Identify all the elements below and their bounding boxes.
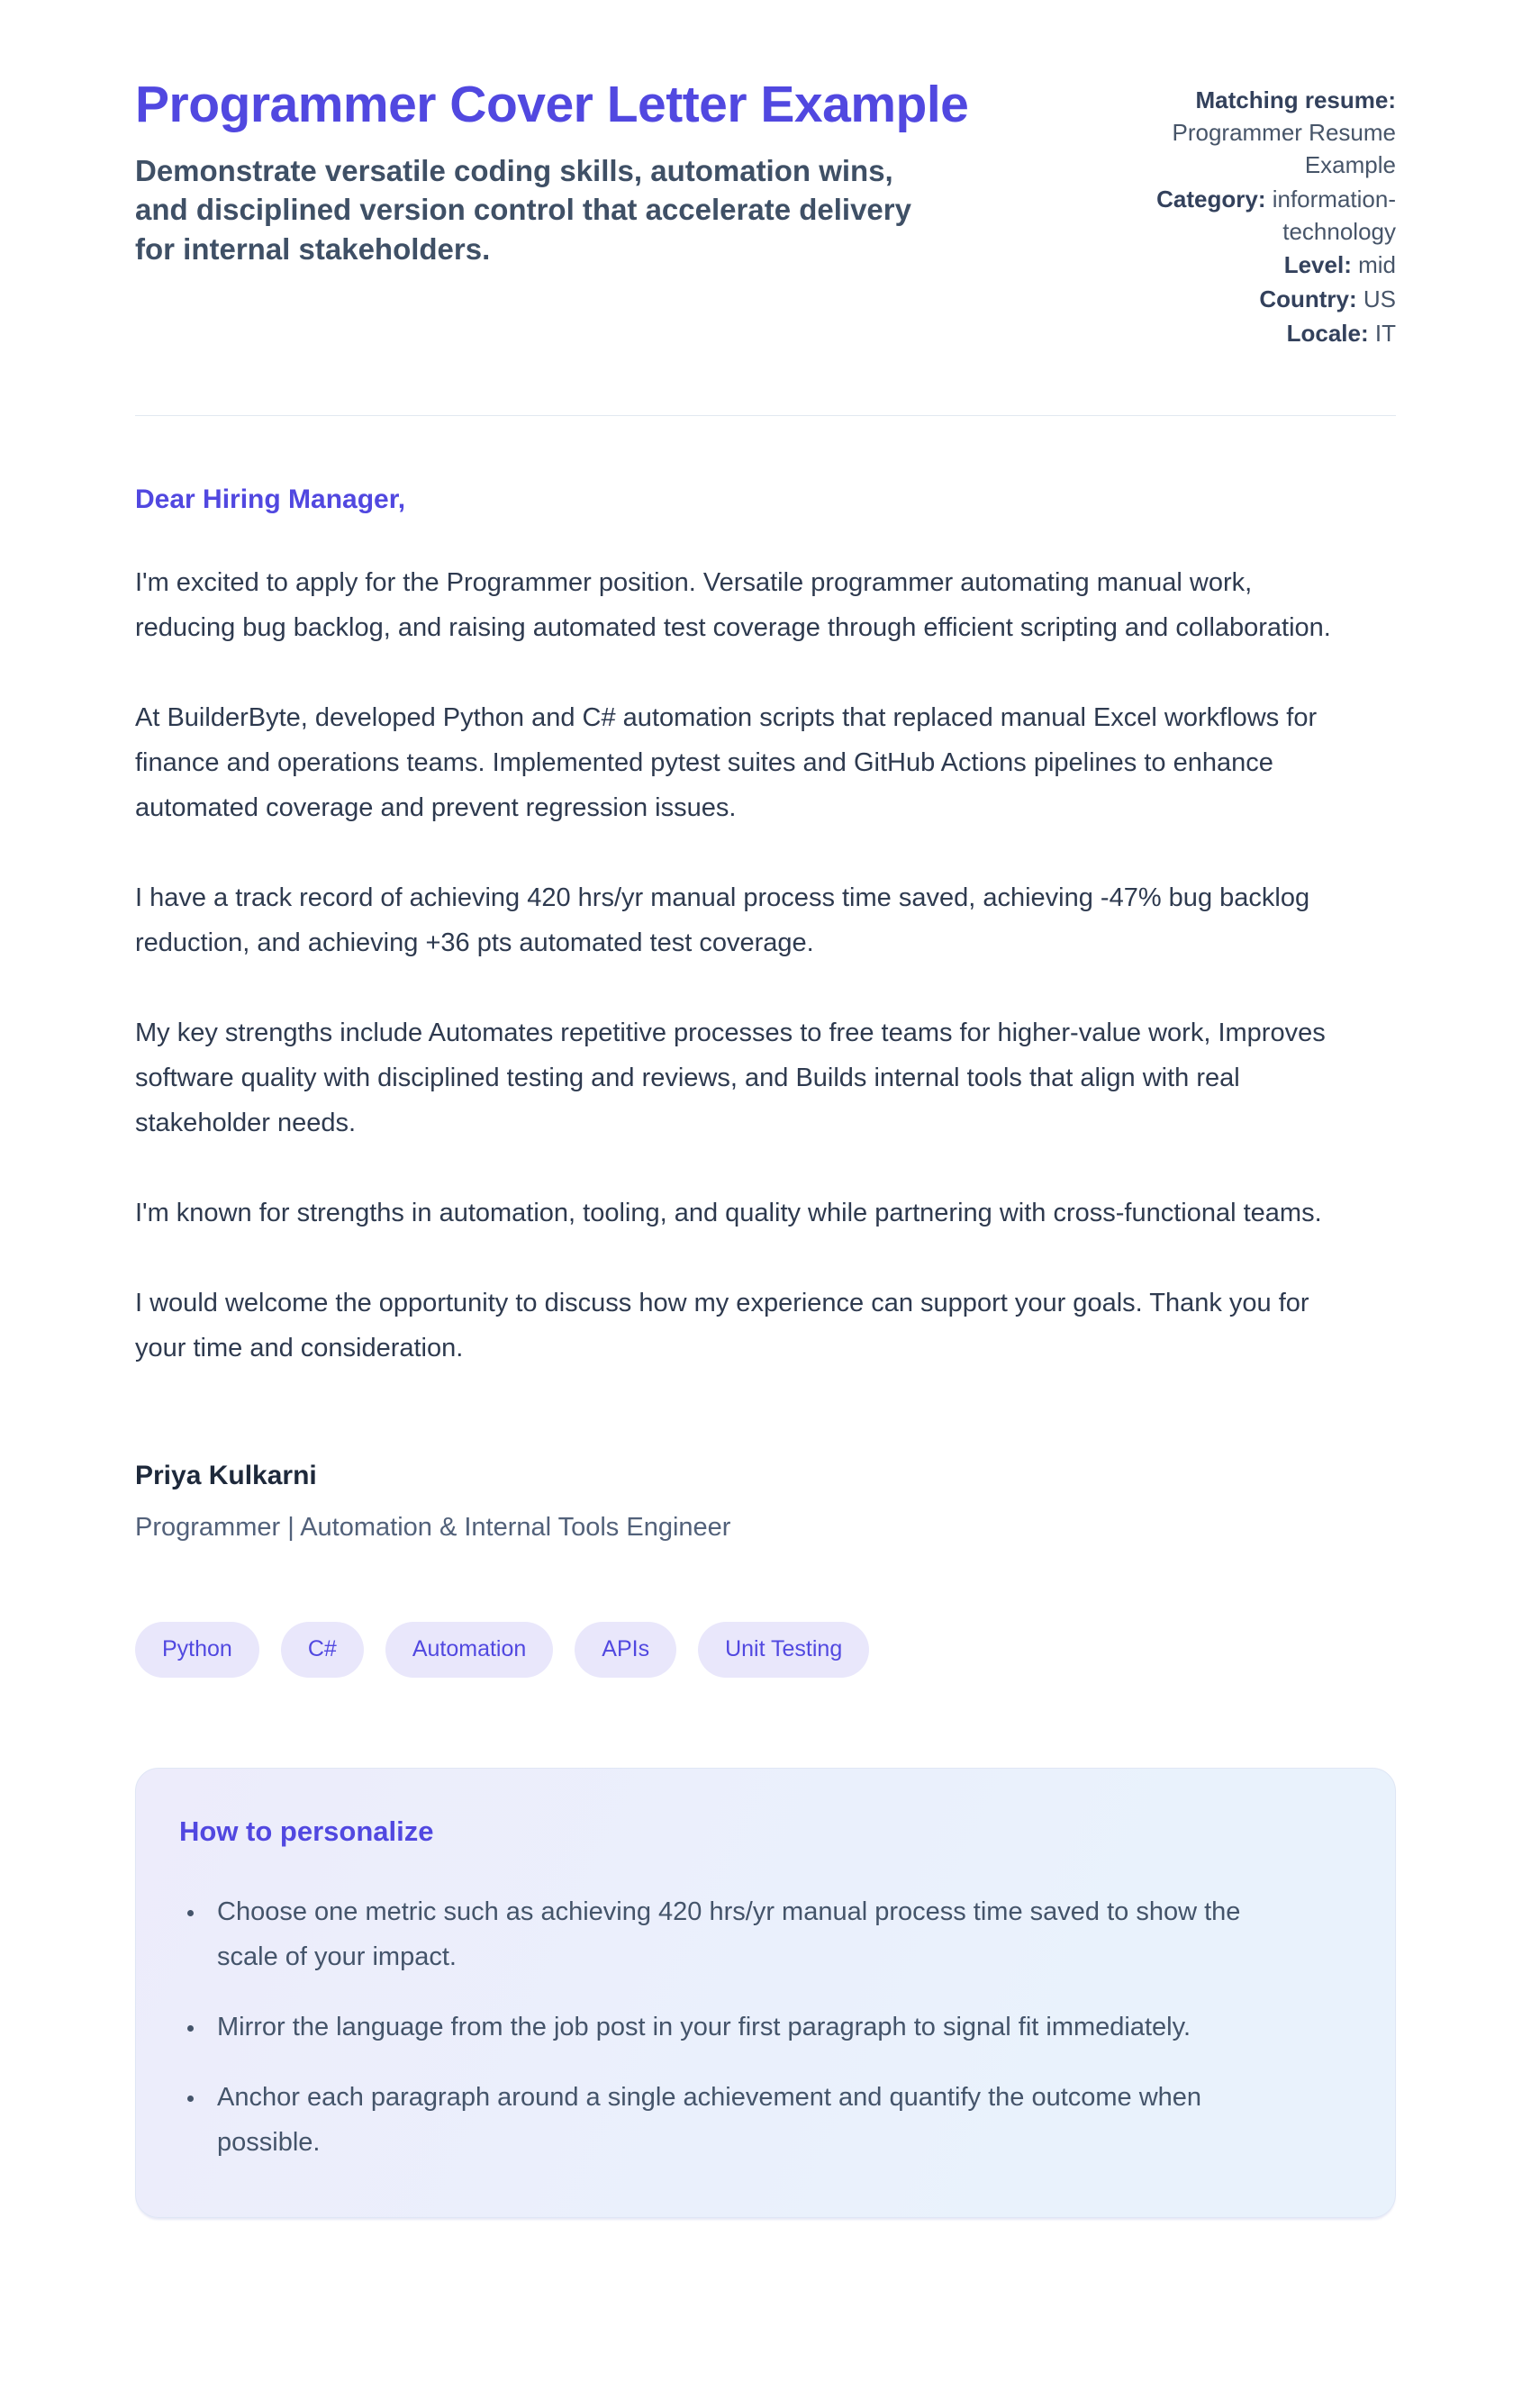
meta-value: Programmer Resume Example bbox=[1172, 118, 1396, 178]
letter-paragraph: I would welcome the opportunity to discuss how my experience can support your goals. Thank you for your time and consideration. bbox=[135, 1289, 1309, 1362]
signature-name: Priya Kulkarni bbox=[135, 1461, 317, 1490]
salutation: Dear Hiring Manager, bbox=[135, 484, 406, 514]
signature-role: Programmer | Automation & Internal Tools Engineer bbox=[135, 1513, 731, 1542]
cover-letter-page bbox=[135, 0, 1396, 2304]
tip-item: • Choose one metric such as achieving 420 hrs/yr manual process time saved to show the scale of your impact. bbox=[206, 1889, 1269, 1979]
cover-letter-body bbox=[135, 484, 1396, 2218]
meta-locale bbox=[1155, 318, 1396, 350]
skill-tag-unit-testing[interactable]: Unit Testing bbox=[698, 1622, 869, 1678]
letter-paragraph: I have a track record of achieving 420 hrs/yr manual process time saved, achieving -47% bug backlog reduction, and achieving +36 pts automated test coverage. bbox=[135, 883, 1310, 957]
meta-value: information-technology bbox=[1272, 185, 1396, 245]
header bbox=[135, 77, 1396, 352]
skill-tag-automation[interactable]: Automation bbox=[385, 1622, 553, 1678]
page-subtitle: Demonstrate versatile coding skills, automation wins, and disciplined version control that accelerate delivery for internal stakeholders. bbox=[135, 153, 911, 266]
meta-label: Locale: bbox=[1286, 320, 1369, 348]
skill-tags bbox=[135, 1622, 1396, 1678]
meta-value: IT bbox=[1374, 320, 1396, 348]
letter-paragraph: I'm known for strengths in automation, tooling, and quality while partnering with cross-functional teams. bbox=[135, 1199, 1322, 1227]
page-title: Programmer Cover Letter Example bbox=[135, 76, 969, 133]
letter-paragraph: I'm excited to apply for the Programmer position. Versatile programmer automating manual work, reducing bug backlog, and raising automated test coverage through efficient scripting and collaboration. bbox=[135, 568, 1331, 642]
meta-label: Category: bbox=[1156, 185, 1266, 213]
letter-paragraph: My key strengths include Automates repetitive processes to free teams for higher-value work, Improves software quality with disciplined testing and reviews, and Builds internal tools that align with real stakeholder needs. bbox=[135, 1018, 1326, 1137]
meta-label: Matching resume: bbox=[1195, 86, 1396, 113]
meta-value: mid bbox=[1358, 251, 1396, 279]
meta-category bbox=[1155, 184, 1396, 249]
skill-tag-apis[interactable]: APIs bbox=[575, 1622, 676, 1678]
letter-paragraph: At BuilderByte, developed Python and C# automation scripts that replaced manual Excel workflows for finance and operations teams. Implemented pytest suites and GitHub Actions pipelines to enhance automated coverage and prevent regression issues. bbox=[135, 703, 1318, 822]
header-divider bbox=[135, 415, 1396, 416]
meta-country bbox=[1155, 284, 1396, 316]
meta-panel bbox=[1155, 77, 1396, 352]
tips-title: How to personalize bbox=[179, 1815, 434, 1847]
tips-list bbox=[179, 1889, 1352, 2165]
meta-matching-resume bbox=[1155, 85, 1396, 182]
skill-tag-csharp[interactable]: C# bbox=[281, 1622, 364, 1678]
tip-item: • Mirror the language from the job post in your first paragraph to signal fit immediately. bbox=[206, 2005, 1269, 2050]
skill-tag-python[interactable]: Python bbox=[135, 1622, 259, 1678]
header-titles bbox=[135, 77, 1119, 268]
personalize-tips-box bbox=[135, 1768, 1396, 2218]
meta-value: US bbox=[1363, 285, 1396, 313]
meta-label: Level: bbox=[1283, 251, 1352, 279]
meta-level bbox=[1155, 249, 1396, 282]
tip-item: • Anchor each paragraph around a single achievement and quantify the outcome when possible. bbox=[206, 2075, 1269, 2165]
meta-label: Country: bbox=[1259, 285, 1357, 313]
